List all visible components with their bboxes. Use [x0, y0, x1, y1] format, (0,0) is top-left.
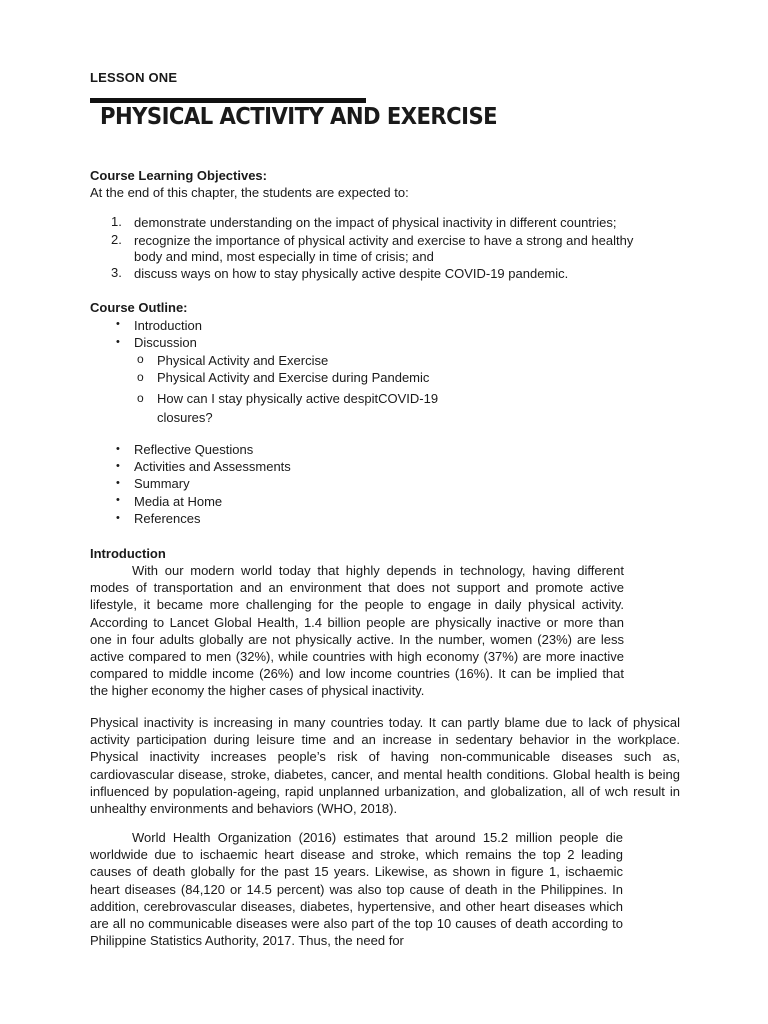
introduction-paragraph-1: [90, 562, 624, 700]
objective-text: demonstrate understanding on the impact of physical inactivity in different countries;: [134, 215, 617, 230]
objective-number: 2.: [111, 232, 122, 247]
outline-item: Reflective Questions: [134, 442, 254, 457]
bullet-icon: •: [116, 494, 120, 506]
objective-text: recognize the importance of physical activity and exercise to have a strong and healthy: [134, 233, 634, 248]
sub-bullet-icon: o: [137, 391, 144, 405]
outline-heading: Course Outline:: [90, 300, 188, 315]
outline-item: Media at Home: [134, 494, 223, 509]
objectives-heading: Course Learning Objectives:: [90, 168, 267, 183]
introduction-heading: Introduction: [90, 546, 166, 561]
bullet-icon: •: [116, 336, 120, 348]
page-title: PHYSICAL ACTIVITY AND EXERCISE: [100, 104, 498, 130]
objective-number: 1.: [111, 214, 122, 229]
outline-sub-item: Physical Activity and Exercise: [157, 353, 329, 368]
outline-item: Activities and Assessments: [134, 459, 291, 474]
outline-item: Discussion: [134, 335, 197, 350]
sub-bullet-icon: o: [137, 370, 144, 384]
paragraph-text: World Health Organization (2016) estimates that around 15.2 million people die worldwide due to ischaemic heart disease and stroke, which remains the top 2 leading causes of death globally for the past 15 years. Likewise, as shown in figure 1, ischaemic heart diseases (84,120 or 14.5 percent) was also top cause of death in the Philippines. In addition, cerebrovascular diseases, diabetes, hypertensive, and other heart diseases which are all no communicable diseases were also part of the top 10 causes of death according to Philippine Statistics Authority, 2017. Thus, the need for: [90, 830, 623, 949]
outline-item: Introduction: [134, 318, 202, 333]
bullet-icon: •: [116, 512, 120, 524]
introduction-paragraph-3: [90, 829, 623, 949]
sub-bullet-icon: o: [137, 352, 144, 366]
bullet-icon: •: [116, 477, 120, 489]
outline-item: Summary: [134, 476, 190, 491]
title-rule: [90, 98, 366, 103]
introduction-paragraph-2: [90, 714, 680, 817]
paragraph-text: Physical inactivity is increasing in many countries today. It can partly blame due to lack of physical activity participation during leisure time and an increase in sedentary behavior in the workplace. Physical inactivity increases people’s risk of having non-communicable diseases such as, cardiovascular disease, stroke, diabetes, cancer, and mental health conditions. Global health is being influenced by population-ageing, rapid unplanned urbanization, and globalization, all of wch result in unhealthy environments and behaviors (WHO, 2018).: [90, 715, 680, 817]
objective-text: discuss ways on how to stay physically active despite COVID-19 pandemic.: [134, 266, 569, 281]
objectives-intro: At the end of this chapter, the students are expected to:: [90, 185, 409, 200]
bullet-icon: •: [116, 318, 120, 330]
paragraph-text: With our modern world today that highly depends in technology, having different modes of transportation and an environment that does not support and promote active lifestyle, it became more challenging for the people to engage in daily physical activity. According to Lancet Global Health, 1.4 billion people are physically inactive or more than one in four adults globally are not physically active. In the number, women (23%) are less active compared to men (32%), while countries with high economy (37%) are more inactive compared to middle income (26%) and low income countries (16%). It can be implied that the higher economy the higher cases of physical inactivity.: [90, 563, 624, 699]
outline-sub-item: How can I stay physically active despitCOVID-19: [157, 391, 439, 406]
objective-number: 3.: [111, 265, 122, 280]
bullet-icon: •: [116, 460, 120, 472]
lesson-label: LESSON ONE: [90, 70, 178, 85]
objective-text-continued: body and mind, most especially in time of crisis; and: [134, 249, 434, 264]
outline-item: References: [134, 511, 201, 526]
bullet-icon: •: [116, 443, 120, 455]
outline-sub-item-continued: closures?: [157, 410, 213, 425]
outline-sub-item: Physical Activity and Exercise during Pandemic: [157, 370, 430, 385]
